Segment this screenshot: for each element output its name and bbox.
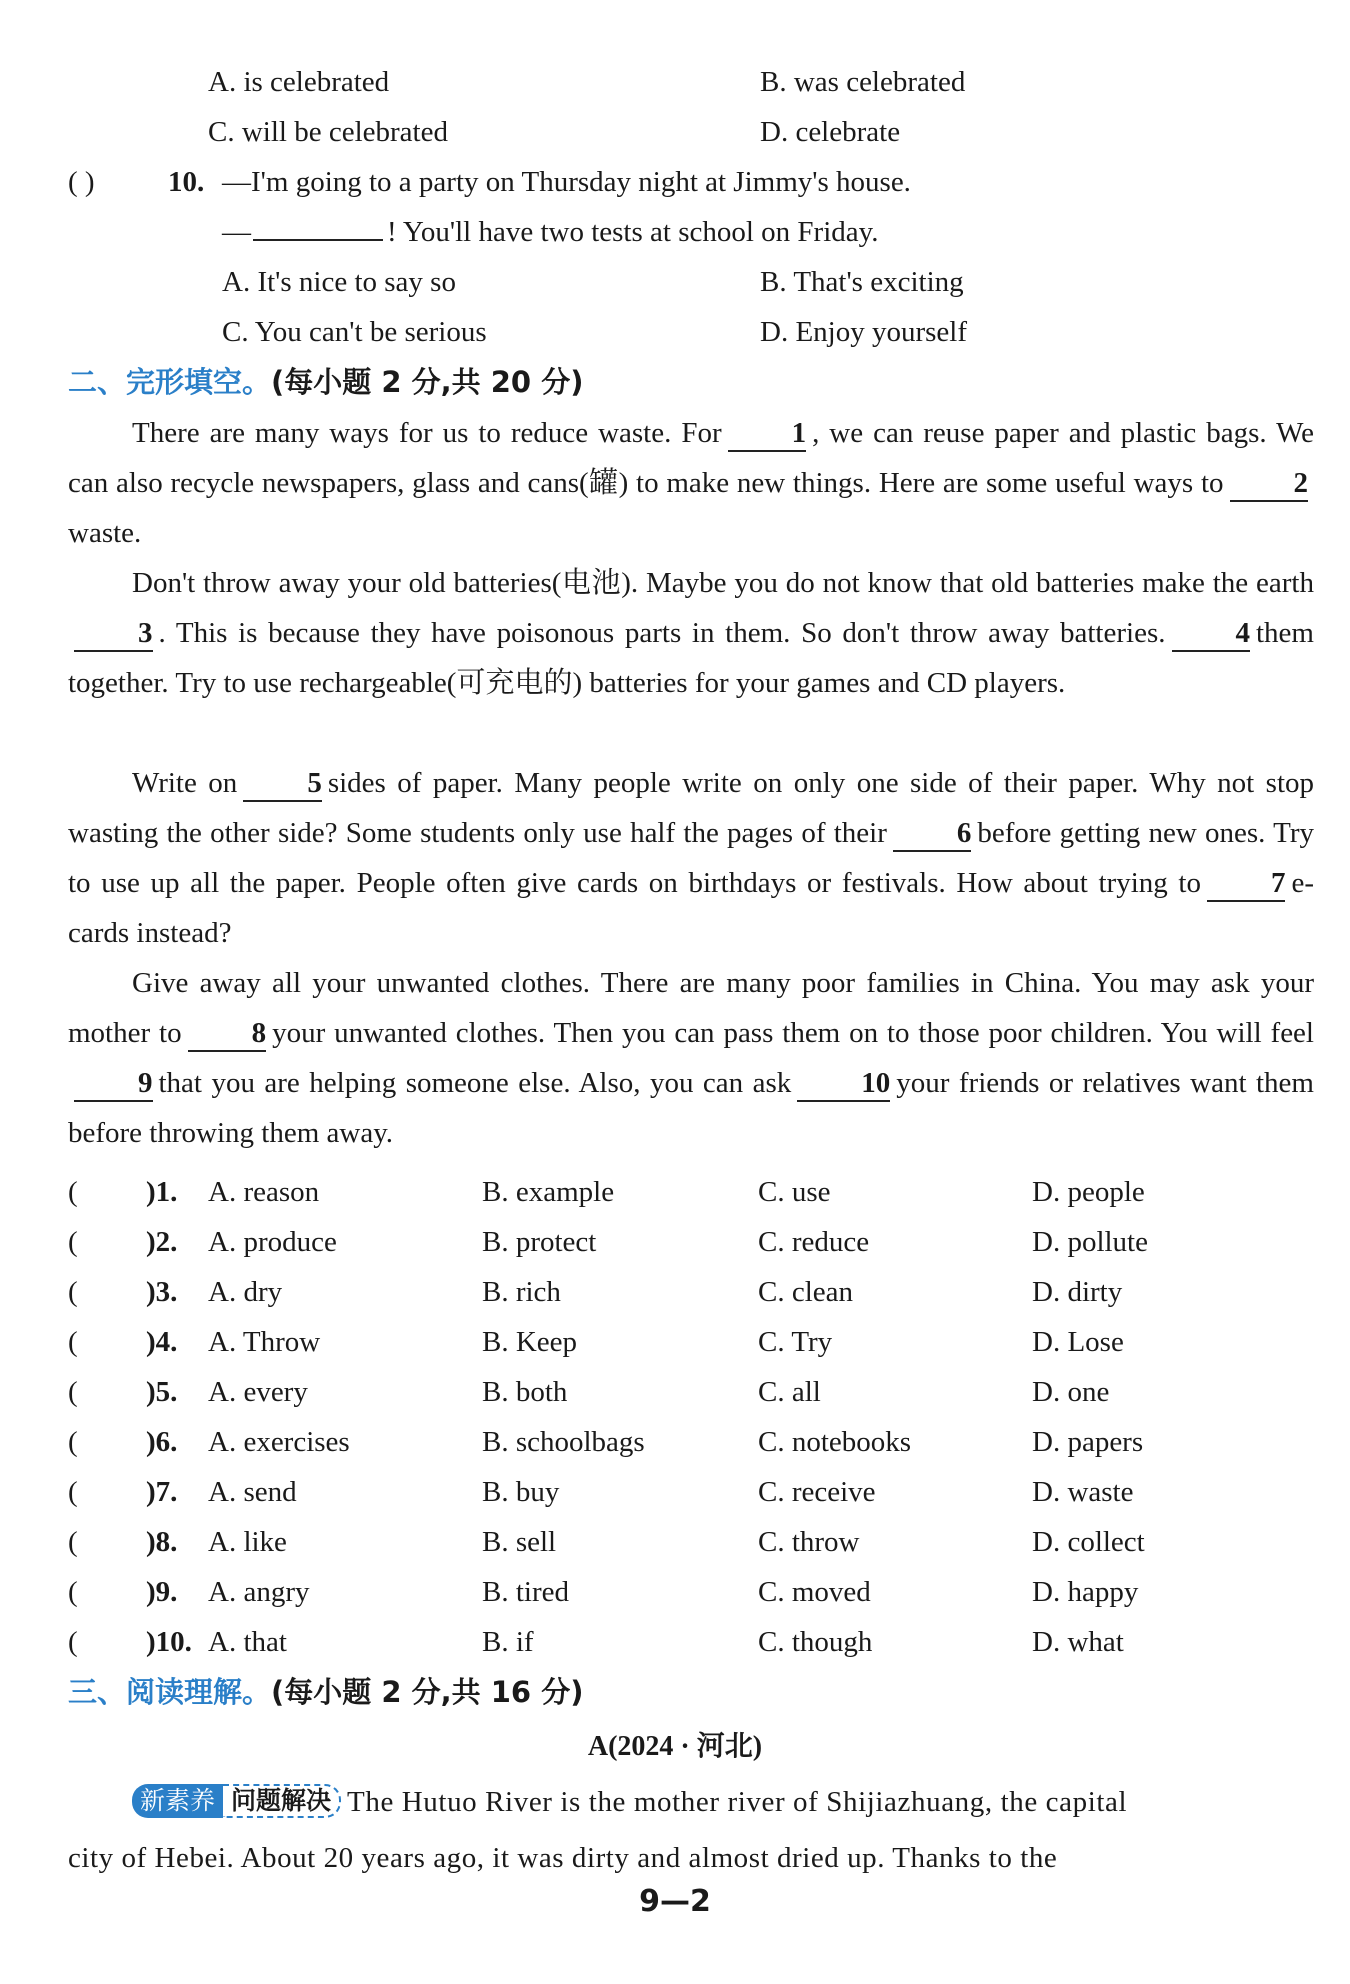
cloze-blank-1[interactable]: 1 xyxy=(728,416,807,452)
option-c[interactable]: C. clean xyxy=(758,1276,854,1308)
option-a[interactable]: A. reason xyxy=(208,1176,320,1208)
passage-text: your friends or relatives want them before throwing them away. xyxy=(68,1067,1314,1149)
section2-score-note: (每小题 2 分,共 20 分) xyxy=(271,365,584,399)
option-c[interactable]: C. moved xyxy=(758,1576,871,1608)
option-a[interactable]: A. every xyxy=(208,1376,308,1408)
passage-text: waste. xyxy=(68,517,142,549)
section3-heading xyxy=(68,1672,583,1712)
q10-answer-bracket[interactable]: ( ) xyxy=(68,166,95,198)
cloze-blank-3[interactable]: 3 xyxy=(74,616,153,652)
q10-option-d[interactable]: D. Enjoy yourself xyxy=(760,316,967,348)
passage-text: Don't throw away your old batteries(电池). Maybe you do not know that old batteries make the earth xyxy=(132,567,1314,599)
passage-text: , we can reuse paper and plastic bags. We can also recycle newspapers, glass and cans(罐) to make new things. Here are some useful ways to xyxy=(68,417,1314,499)
q9-option-b[interactable]: B. was celebrated xyxy=(760,66,966,98)
option-c[interactable]: C. receive xyxy=(758,1476,876,1508)
passage-paragraph-2 xyxy=(68,558,1314,708)
q10-option-b[interactable]: B. That's exciting xyxy=(760,266,964,298)
option-b[interactable]: B. buy xyxy=(482,1476,560,1508)
option-c[interactable]: C. Try xyxy=(758,1326,833,1358)
section3-score-note: (每小题 2 分,共 16 分) xyxy=(271,1675,584,1709)
cloze-blank-8[interactable]: 8 xyxy=(188,1016,267,1052)
option-a[interactable]: A. send xyxy=(208,1476,297,1508)
question-number: )6. xyxy=(146,1426,178,1458)
q9-option-c[interactable]: C. will be celebrated xyxy=(208,116,448,148)
q10-dash: — xyxy=(222,216,251,248)
passage-text: sides of paper. Many people write on only one side of their paper. Why not stop wasting the other side? Some students only use half the pages of their xyxy=(68,767,1314,849)
option-a[interactable]: A. like xyxy=(208,1526,287,1558)
cloze-question-row xyxy=(0,1572,1350,1612)
option-b[interactable]: B. sell xyxy=(482,1526,557,1558)
q10-number: 10. xyxy=(168,166,205,198)
reading-text: The Hutuo River is the mother river of Shijiazhuang, the capital xyxy=(347,1786,1128,1818)
cloze-question-row xyxy=(0,1622,1350,1662)
question-number: )9. xyxy=(146,1576,178,1608)
answer-bracket[interactable]: ( xyxy=(68,1426,78,1458)
q10-line2-text: ! You'll have two tests at school on Friday. xyxy=(387,216,879,248)
passage-paragraph-3 xyxy=(68,758,1314,958)
q10-blank[interactable] xyxy=(253,239,383,241)
question-number: )5. xyxy=(146,1376,178,1408)
option-d[interactable]: D. waste xyxy=(1032,1476,1134,1508)
option-d[interactable]: D. happy xyxy=(1032,1576,1139,1608)
option-b[interactable]: B. tired xyxy=(482,1576,569,1608)
option-a[interactable]: A. angry xyxy=(208,1576,310,1608)
new-literacy-badge: 新素养 xyxy=(132,1784,223,1818)
option-d[interactable]: D. people xyxy=(1032,1176,1145,1208)
option-d[interactable]: D. what xyxy=(1032,1626,1124,1658)
question-number: )3. xyxy=(146,1276,178,1308)
cloze-question-row xyxy=(0,1522,1350,1562)
option-c[interactable]: C. though xyxy=(758,1626,873,1658)
reading-a-subtitle: A(2024 · 河北) xyxy=(587,1731,763,1762)
option-a[interactable]: A. exercises xyxy=(208,1426,350,1458)
option-b[interactable]: B. rich xyxy=(482,1276,561,1308)
cloze-question-row xyxy=(0,1322,1350,1362)
passage-text: There are many ways for us to reduce waste. For xyxy=(132,417,722,449)
cloze-question-row xyxy=(0,1272,1350,1312)
passage-text: your unwanted clothes. Then you can pass them on to those poor children. You will feel xyxy=(272,1017,1314,1049)
answer-bracket[interactable]: ( xyxy=(68,1326,78,1358)
answer-bracket[interactable]: ( xyxy=(68,1176,78,1208)
cloze-blank-7[interactable]: 7 xyxy=(1207,866,1286,902)
option-c[interactable]: C. reduce xyxy=(758,1226,870,1258)
q10-option-c[interactable]: C. You can't be serious xyxy=(222,316,487,348)
option-d[interactable]: D. dirty xyxy=(1032,1276,1123,1308)
option-c[interactable]: C. all xyxy=(758,1376,821,1408)
answer-bracket[interactable]: ( xyxy=(68,1626,78,1658)
option-a[interactable]: A. Throw xyxy=(208,1326,321,1358)
option-b[interactable]: B. schoolbags xyxy=(482,1426,645,1458)
passage-text: them together. Try to use rechargeable(可充电的) batteries for your games and CD players. xyxy=(68,617,1314,699)
option-b[interactable]: B. both xyxy=(482,1376,568,1408)
cloze-blank-4[interactable]: 4 xyxy=(1172,616,1251,652)
answer-bracket[interactable]: ( xyxy=(68,1476,78,1508)
answer-bracket[interactable]: ( xyxy=(68,1226,78,1258)
cloze-question-row xyxy=(0,1372,1350,1412)
question-number: )4. xyxy=(146,1326,178,1358)
option-d[interactable]: D. pollute xyxy=(1032,1226,1148,1258)
option-b[interactable]: B. if xyxy=(482,1626,534,1658)
option-c[interactable]: C. throw xyxy=(758,1526,860,1558)
passage-text: Write on xyxy=(132,767,238,799)
cloze-blank-6[interactable]: 6 xyxy=(893,816,972,852)
cloze-question-row xyxy=(0,1222,1350,1262)
problem-solving-badge: 问题解决 xyxy=(223,1784,341,1818)
answer-bracket[interactable]: ( xyxy=(68,1526,78,1558)
option-b[interactable]: B. example xyxy=(482,1176,615,1208)
passage-text: e-cards instead? xyxy=(68,867,1314,949)
option-a[interactable]: A. produce xyxy=(208,1226,337,1258)
question-number: )7. xyxy=(146,1476,178,1508)
cloze-question-row xyxy=(0,1172,1350,1212)
option-c[interactable]: C. use xyxy=(758,1176,831,1208)
question-number: )8. xyxy=(146,1526,178,1558)
option-b[interactable]: B. protect xyxy=(482,1226,597,1258)
section2-heading xyxy=(68,362,583,402)
section2-title: 二、完形填空。 xyxy=(68,365,272,399)
option-a[interactable]: A. that xyxy=(208,1626,287,1658)
option-d[interactable]: D. one xyxy=(1032,1376,1110,1408)
answer-bracket[interactable]: ( xyxy=(68,1276,78,1308)
passage-text: that you are helping someone else. Also, you can ask xyxy=(158,1067,792,1099)
question-number: )10. xyxy=(146,1626,192,1658)
q10-option-a[interactable]: A. It's nice to say so xyxy=(222,266,456,298)
cloze-blank-2[interactable]: 2 xyxy=(1230,466,1309,502)
page-number: 9—2 xyxy=(639,1884,711,1919)
cloze-question-row xyxy=(0,1422,1350,1462)
question-number: )1. xyxy=(146,1176,178,1208)
section3-title: 三、阅读理解。 xyxy=(68,1675,272,1709)
passage-paragraph-4 xyxy=(68,958,1314,1158)
option-d[interactable]: D. collect xyxy=(1032,1526,1145,1558)
option-b[interactable]: B. Keep xyxy=(482,1326,578,1358)
reading-a-line2: city of Hebei. About 20 years ago, it was dirty and almost dried up. Thanks to the xyxy=(68,1842,1058,1874)
q10-dialogue-line2 xyxy=(222,212,879,252)
passage-text: . This is because they have poisonous parts in them. So don't throw away batteries. xyxy=(158,617,1166,649)
q10-dialogue-line1: —I'm going to a party on Thursday night at Jimmy's house. xyxy=(222,166,911,198)
passage-text: Give away all your unwanted clothes. There are many poor families in China. You may ask your mother to xyxy=(68,967,1314,1049)
answer-bracket[interactable]: ( xyxy=(68,1376,78,1408)
option-c[interactable]: C. notebooks xyxy=(758,1426,912,1458)
question-number: )2. xyxy=(146,1226,178,1258)
q9-option-a[interactable]: A. is celebrated xyxy=(208,66,390,98)
answer-bracket[interactable]: ( xyxy=(68,1576,78,1608)
passage-paragraph-1 xyxy=(68,408,1314,558)
option-a[interactable]: A. dry xyxy=(208,1276,283,1308)
cloze-blank-5[interactable]: 5 xyxy=(243,766,322,802)
reading-a-line1 xyxy=(132,1782,1127,1822)
cloze-question-row xyxy=(0,1472,1350,1512)
cloze-blank-10[interactable]: 10 xyxy=(797,1066,890,1102)
option-d[interactable]: D. papers xyxy=(1032,1426,1144,1458)
cloze-blank-9[interactable]: 9 xyxy=(74,1066,153,1102)
q9-option-d[interactable]: D. celebrate xyxy=(760,116,901,148)
option-d[interactable]: D. Lose xyxy=(1032,1326,1124,1358)
passage-text: before getting new ones. Try to use up all the paper. People often give cards on birthdays or festivals. How about trying to xyxy=(68,817,1314,899)
